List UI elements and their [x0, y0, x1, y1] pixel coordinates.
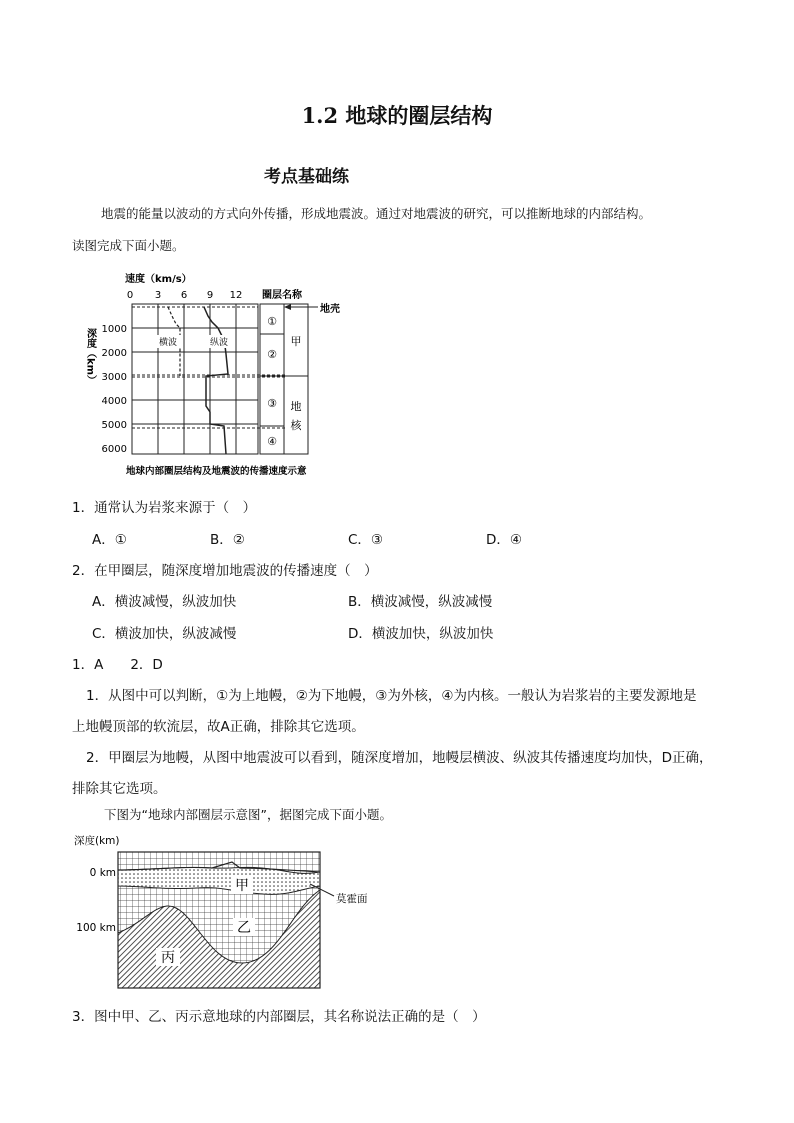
- intro-2: 下图为“地球内部圈层示意图”，据图完成下面小题。: [104, 807, 392, 822]
- group-core-1: 地: [290, 400, 302, 413]
- layer-3: ③: [267, 397, 277, 410]
- intro-line-2: 读图完成下面小题。: [72, 238, 185, 253]
- q1-option-c[interactable]: C．③: [348, 532, 384, 548]
- q2-option-d[interactable]: D．横波加快，纵波加快: [348, 626, 494, 642]
- q2-option-a[interactable]: A．横波减慢，纵波加快: [92, 594, 237, 610]
- depth-tick: 5000: [101, 420, 127, 431]
- speed-tick: 0: [126, 290, 134, 301]
- depth-tick: 2000: [101, 348, 127, 359]
- fig2-tick-100: 100 km: [76, 922, 116, 934]
- speed-tick: 9: [206, 290, 214, 301]
- depth-tick: 4000: [101, 396, 127, 407]
- explanation-2-line-1: 2．甲圈层为地幔，从图中地震波可以看到，随深度增加，地幔层横波、纵波其传播速度均加快，D正确，: [86, 750, 713, 766]
- intro-line-1: 地震的能量以波动的方式向外传播，形成地震波。通过对地震波的研究，可以推断地球的内部结构。: [101, 206, 652, 221]
- question-2-stem: 2．在甲圈层，随深度增加地震波的传播速度（ ）: [72, 563, 378, 579]
- depth-tick: 1000: [101, 324, 127, 335]
- group-core-2: 核: [290, 419, 302, 432]
- crust-label: 地壳: [320, 304, 340, 315]
- figure1-caption: 地球内部圈层结构及地震波的传播速度示意: [126, 466, 307, 477]
- fig2-tick-0: 0 km: [89, 867, 116, 879]
- label-bing: 丙: [161, 950, 175, 966]
- label-yi: 乙: [237, 920, 251, 936]
- s-wave-label: 横波: [159, 338, 178, 348]
- depth-tick: 3000: [101, 372, 127, 383]
- earth-layers-figure: [72, 828, 392, 998]
- label-jia: 甲: [235, 878, 249, 894]
- depth-axis-label: 深度（km）: [84, 328, 96, 386]
- group-jia: 甲: [290, 335, 302, 348]
- layer-4: ④: [267, 435, 277, 448]
- fig2-depth-label: 深度(km): [74, 835, 120, 847]
- speed-tick: 6: [180, 290, 188, 301]
- explanation-2-line-2: 排除其它选项。: [72, 781, 167, 797]
- chart-grid: [132, 304, 258, 454]
- speed-tick: 3: [154, 290, 162, 301]
- crust-arrowhead: [284, 304, 291, 310]
- q1-option-d[interactable]: D．④: [486, 532, 522, 548]
- speed-tick: 12: [229, 290, 243, 301]
- p-wave-curve: [204, 307, 228, 454]
- explanation-1-line-2: 上地幔顶部的软流层，故A正确，排除其它选项。: [72, 719, 365, 735]
- p-wave-label: 纵波: [210, 338, 229, 348]
- answers: 1．A 2．D: [72, 657, 163, 673]
- q1-option-a[interactable]: A．①: [92, 532, 127, 548]
- explanation-1-line-1: 1．从图中可以判断，①为上地幔，②为下地幔，③为外核，④为内核。一般认为岩浆岩的主要发源地是: [86, 688, 697, 704]
- layer-2: ②: [267, 348, 277, 361]
- page-title: 1.2 地球的圈层结构: [301, 103, 493, 128]
- moho-label: 莫霍面: [336, 893, 368, 905]
- question-1-stem: 1．通常认为岩浆来源于（ ）: [72, 500, 257, 516]
- section-subtitle: 考点基础练: [264, 167, 349, 187]
- q2-option-c[interactable]: C．横波加快，纵波减慢: [92, 626, 237, 642]
- q2-option-b[interactable]: B．横波减慢，纵波减慢: [348, 594, 493, 610]
- seismic-wave-figure: [80, 266, 370, 484]
- q1-option-b[interactable]: B．②: [210, 532, 245, 548]
- question-3-stem: 3．图中甲、乙、丙示意地球的内部圈层，其名称说法正确的是（ ）: [72, 1009, 486, 1025]
- layer-header: 圈层名称: [262, 290, 302, 301]
- depth-tick: 6000: [101, 444, 127, 455]
- speed-axis-label: 速度（km/s）: [125, 274, 192, 285]
- layer-1: ①: [267, 315, 277, 328]
